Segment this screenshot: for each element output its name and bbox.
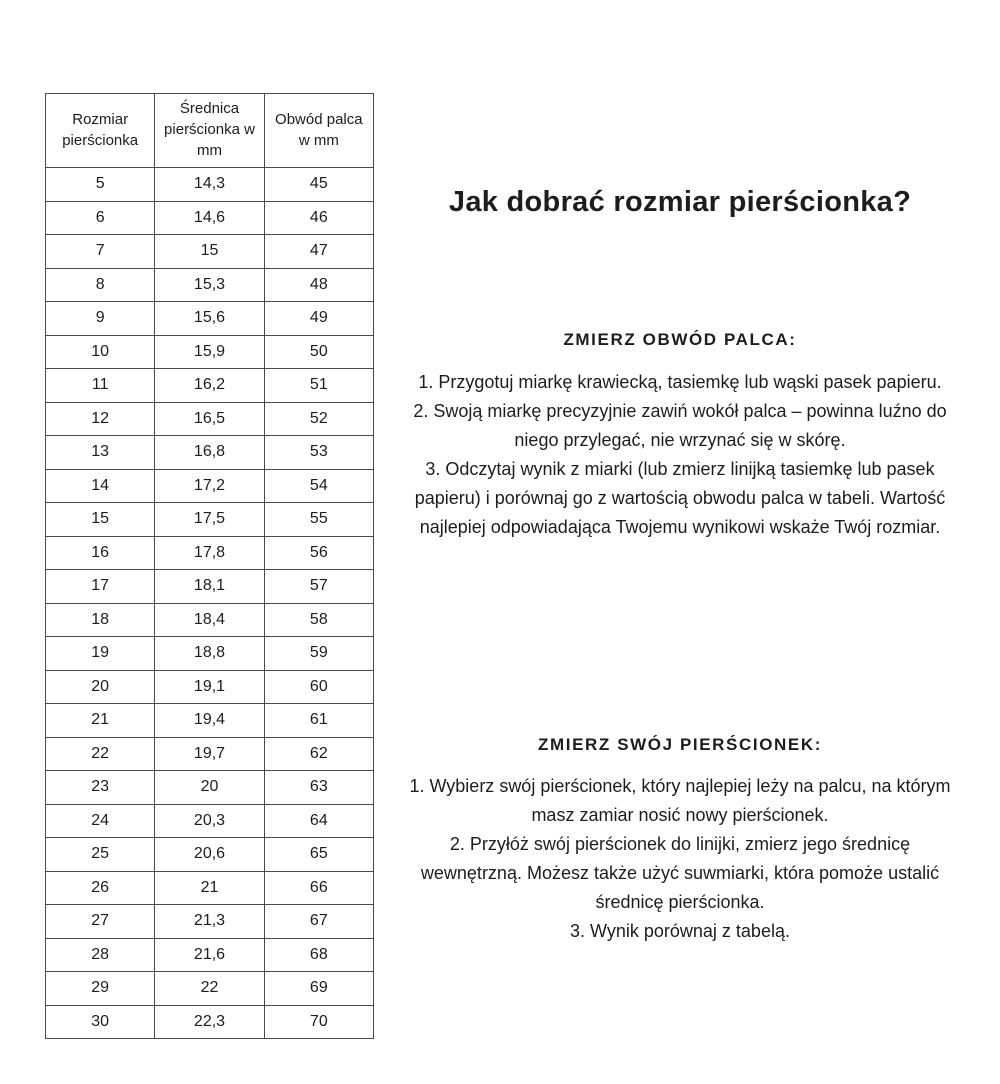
table-cell: 10 — [46, 335, 155, 369]
table-header-ring-diameter: Średnica pierścionka w mm — [155, 94, 264, 168]
table-cell: 20 — [46, 670, 155, 704]
table-cell: 54 — [264, 469, 373, 503]
table-cell: 20 — [155, 771, 264, 805]
table-cell: 27 — [46, 905, 155, 939]
table-cell: 17 — [46, 570, 155, 604]
table-cell: 13 — [46, 436, 155, 470]
table-cell: 49 — [264, 302, 373, 336]
table-cell: 21 — [155, 871, 264, 905]
table-cell: 15 — [46, 503, 155, 537]
table-row — [46, 938, 374, 972]
table-row — [46, 804, 374, 838]
table-cell: 16,2 — [155, 369, 264, 403]
table-row — [46, 335, 374, 369]
step-text: 2. Przyłóż swój pierścionek do linijki, zmierz jego średnicę wewnętrzną. Możesz także użyć suwmiarki, która pomoże ustalić średnicę pierścionka. — [420, 834, 940, 912]
table-cell: 26 — [46, 871, 155, 905]
table-row — [46, 972, 374, 1006]
table-row — [46, 369, 374, 403]
table-cell: 18,1 — [155, 570, 264, 604]
table-cell: 5 — [46, 168, 155, 202]
section-steps-measure-finger — [400, 368, 960, 542]
table-row — [46, 603, 374, 637]
table-row — [46, 503, 374, 537]
table-row — [46, 838, 374, 872]
table-cell: 46 — [264, 201, 373, 235]
table-cell: 23 — [46, 771, 155, 805]
table-cell: 21 — [46, 704, 155, 738]
table-row — [46, 536, 374, 570]
table-header-row — [46, 94, 374, 168]
table-cell: 62 — [264, 737, 373, 771]
table-row — [46, 235, 374, 269]
table-row — [46, 637, 374, 671]
table-cell: 22 — [155, 972, 264, 1006]
table-cell: 51 — [264, 369, 373, 403]
table-cell: 68 — [264, 938, 373, 972]
table-cell: 47 — [264, 235, 373, 269]
table-cell: 53 — [264, 436, 373, 470]
table-row — [46, 436, 374, 470]
page-title: Jak dobrać rozmiar pierścionka? — [448, 186, 912, 219]
table-row — [46, 570, 374, 604]
table-row — [46, 771, 374, 805]
table-cell: 19 — [46, 637, 155, 671]
table-cell: 18 — [46, 603, 155, 637]
table-header-ring-size: Rozmiar pierścionka — [46, 94, 155, 168]
table-cell: 24 — [46, 804, 155, 838]
table-cell: 22,3 — [155, 1005, 264, 1039]
table-cell: 19,4 — [155, 704, 264, 738]
table-row — [46, 905, 374, 939]
table-cell: 15,6 — [155, 302, 264, 336]
table-cell: 16,8 — [155, 436, 264, 470]
table-cell: 29 — [46, 972, 155, 1006]
table-cell: 28 — [46, 938, 155, 972]
table-cell: 18,8 — [155, 637, 264, 671]
table-cell: 19,7 — [155, 737, 264, 771]
table-cell: 20,3 — [155, 804, 264, 838]
step-text: 3. Wynik porównaj z tabelą. — [570, 921, 790, 941]
ring-size-table — [45, 93, 374, 1039]
table-cell: 59 — [264, 637, 373, 671]
table-cell: 8 — [46, 268, 155, 302]
table-row — [46, 268, 374, 302]
table-cell: 7 — [46, 235, 155, 269]
table-row — [46, 670, 374, 704]
table-row — [46, 1005, 374, 1039]
table-cell: 12 — [46, 402, 155, 436]
table-row — [46, 469, 374, 503]
step-text: 3. Odczytaj wynik z miarki (lub zmierz linijką tasiemkę lub pasek papieru) i porównaj go z wartością obwodu palca w tabeli. Wartość najlepiej odpowiadająca Twojemu wynikowi wskaże Twój rozmiar. — [414, 459, 946, 537]
table-cell: 15,9 — [155, 335, 264, 369]
table-cell: 45 — [264, 168, 373, 202]
table-cell: 20,6 — [155, 838, 264, 872]
table-cell: 9 — [46, 302, 155, 336]
table-cell: 64 — [264, 804, 373, 838]
table-cell: 55 — [264, 503, 373, 537]
table-cell: 70 — [264, 1005, 373, 1039]
table-cell: 17,2 — [155, 469, 264, 503]
table-cell: 58 — [264, 603, 373, 637]
table-row — [46, 737, 374, 771]
table-cell: 22 — [46, 737, 155, 771]
table-cell: 60 — [264, 670, 373, 704]
table-cell: 50 — [264, 335, 373, 369]
table-cell: 66 — [264, 871, 373, 905]
step-text: 1. Wybierz swój pierścionek, który najlepiej leży na palcu, na którym masz zamiar nosić nowy pierścionek. — [409, 776, 951, 825]
table-cell: 63 — [264, 771, 373, 805]
table-cell: 11 — [46, 369, 155, 403]
ring-size-table-head — [46, 94, 374, 168]
table-cell: 21,6 — [155, 938, 264, 972]
table-cell: 14,6 — [155, 201, 264, 235]
table-cell: 17,5 — [155, 503, 264, 537]
table-cell: 30 — [46, 1005, 155, 1039]
table-cell: 25 — [46, 838, 155, 872]
table-cell: 16,5 — [155, 402, 264, 436]
table-row — [46, 704, 374, 738]
section-heading-measure-ring: ZMIERZ SWÓJ PIERŚCIONEK: — [538, 735, 822, 755]
table-cell: 16 — [46, 536, 155, 570]
table-cell: 65 — [264, 838, 373, 872]
table-cell: 52 — [264, 402, 373, 436]
table-row — [46, 302, 374, 336]
table-cell: 14,3 — [155, 168, 264, 202]
section-steps-measure-ring — [400, 772, 960, 946]
table-header-finger-circumference: Obwód palca w mm — [264, 94, 373, 168]
table-cell: 48 — [264, 268, 373, 302]
table-cell: 14 — [46, 469, 155, 503]
table-cell: 18,4 — [155, 603, 264, 637]
step-text: 2. Swoją miarkę precyzyjnie zawiń wokół palca – powinna luźno do niego przylegać, nie wrzynać się w skórę. — [413, 401, 947, 450]
table-row — [46, 201, 374, 235]
table-cell: 21,3 — [155, 905, 264, 939]
table-cell: 19,1 — [155, 670, 264, 704]
table-cell: 61 — [264, 704, 373, 738]
table-cell: 17,8 — [155, 536, 264, 570]
table-cell: 69 — [264, 972, 373, 1006]
table-cell: 57 — [264, 570, 373, 604]
table-cell: 67 — [264, 905, 373, 939]
table-row — [46, 871, 374, 905]
table-cell: 6 — [46, 201, 155, 235]
table-row — [46, 402, 374, 436]
table-cell: 56 — [264, 536, 373, 570]
table-cell: 15 — [155, 235, 264, 269]
step-text: 1. Przygotuj miarkę krawiecką, tasiemkę lub wąski pasek papieru. — [418, 372, 942, 392]
ring-size-table-body — [46, 168, 374, 1039]
section-heading-measure-finger: ZMIERZ OBWÓD PALCA: — [563, 330, 797, 350]
table-cell: 15,3 — [155, 268, 264, 302]
table-row — [46, 168, 374, 202]
